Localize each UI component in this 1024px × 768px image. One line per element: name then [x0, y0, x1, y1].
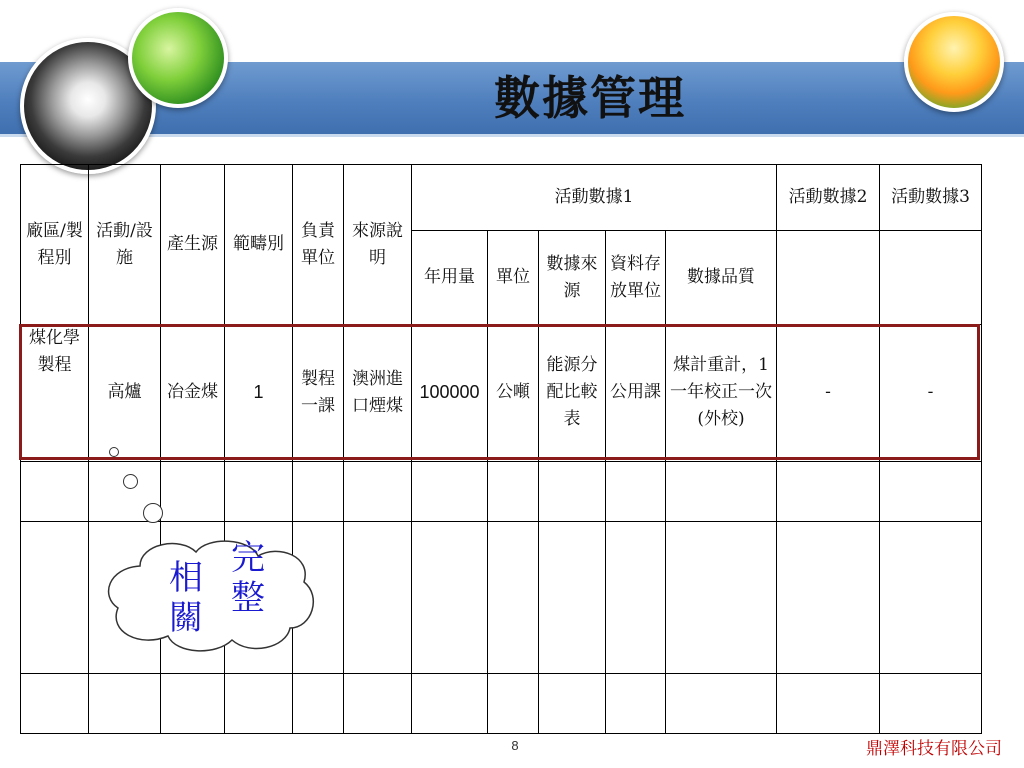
empty-cell	[488, 461, 539, 521]
empty-cell	[161, 673, 225, 733]
empty-cell	[21, 461, 89, 521]
cell-unit: 公噸	[488, 325, 539, 461]
page-number: 8	[511, 738, 519, 753]
empty-cell	[606, 521, 666, 673]
cell-plant-process: 煤化學製程	[21, 325, 89, 461]
cloud-shape	[100, 536, 320, 656]
empty-cell	[539, 521, 606, 673]
empty-cell	[21, 673, 89, 733]
empty-cell	[777, 673, 880, 733]
header-plant-process: 廠區/製程別	[21, 165, 89, 325]
empty-cell	[21, 521, 89, 673]
header-scope: 範疇別	[225, 165, 293, 325]
empty-cell	[225, 461, 293, 521]
table-row	[21, 673, 982, 733]
empty-cell	[488, 521, 539, 673]
empty-cell	[89, 673, 161, 733]
empty-cell	[666, 461, 777, 521]
empty-cell	[606, 461, 666, 521]
cell-data-storage-unit: 公用課	[606, 325, 666, 461]
empty-cell	[880, 521, 982, 673]
header-activity-facility: 活動/設施	[89, 165, 161, 325]
cell-data-quality: 煤計重計，1一年校正一次(外校)	[666, 325, 777, 461]
company-name: 鼎澤科技有限公司	[866, 739, 1002, 759]
table-row	[21, 461, 982, 521]
empty-cell	[880, 673, 982, 733]
empty-cell	[488, 673, 539, 733]
cell-activity-data-2: -	[777, 325, 880, 461]
leaf-photo	[128, 8, 228, 108]
empty-cell	[344, 673, 412, 733]
cell-scope: 1	[225, 325, 293, 461]
empty-cell	[777, 231, 880, 325]
header-data-storage-unit: 資料存放單位	[606, 231, 666, 325]
header-data-quality: 數據品質	[666, 231, 777, 325]
slide-title: 數據管理	[494, 71, 686, 125]
callout-word-related: 相關	[169, 558, 203, 638]
thought-bubble-dot	[143, 503, 163, 523]
callout-word-complete: 完整	[231, 538, 265, 618]
empty-cell	[225, 673, 293, 733]
thought-bubble-dot	[123, 474, 138, 489]
empty-cell	[666, 521, 777, 673]
header-data-source: 數據來源	[539, 231, 606, 325]
empty-cell	[412, 521, 488, 673]
thought-cloud	[100, 536, 320, 656]
empty-cell	[412, 673, 488, 733]
tulip-photo	[904, 12, 1004, 112]
empty-cell	[539, 461, 606, 521]
empty-cell	[777, 521, 880, 673]
cell-source-description: 澳洲進口煙煤	[344, 325, 412, 461]
empty-cell	[880, 461, 982, 521]
header-source-description: 來源說明	[344, 165, 412, 325]
header-band-line	[0, 134, 1024, 137]
cell-responsible-unit: 製程一課	[293, 325, 344, 461]
empty-cell	[606, 673, 666, 733]
empty-cell	[880, 231, 982, 325]
empty-cell	[161, 461, 225, 521]
empty-cell	[777, 461, 880, 521]
header-source: 產生源	[161, 165, 225, 325]
cell-activity-facility: 高爐	[89, 325, 161, 461]
header-responsible-unit: 負責單位	[293, 165, 344, 325]
header-unit: 單位	[488, 231, 539, 325]
empty-cell	[293, 461, 344, 521]
header-activity-data-2: 活動數據2	[777, 165, 880, 231]
empty-cell	[539, 673, 606, 733]
cell-activity-data-3: -	[880, 325, 982, 461]
empty-cell	[666, 673, 777, 733]
cell-data-source: 能源分配比較表	[539, 325, 606, 461]
header-annual-usage: 年用量	[412, 231, 488, 325]
table-row	[21, 325, 982, 461]
cell-source: 冶金煤	[161, 325, 225, 461]
header-activity-data-1: 活動數據1	[412, 165, 777, 231]
cell-annual-usage: 100000	[412, 325, 488, 461]
empty-cell	[344, 461, 412, 521]
empty-cell	[412, 461, 488, 521]
empty-cell	[344, 521, 412, 673]
thought-bubble-dot	[109, 447, 119, 457]
empty-cell	[293, 673, 344, 733]
header-activity-data-3: 活動數據3	[880, 165, 982, 231]
